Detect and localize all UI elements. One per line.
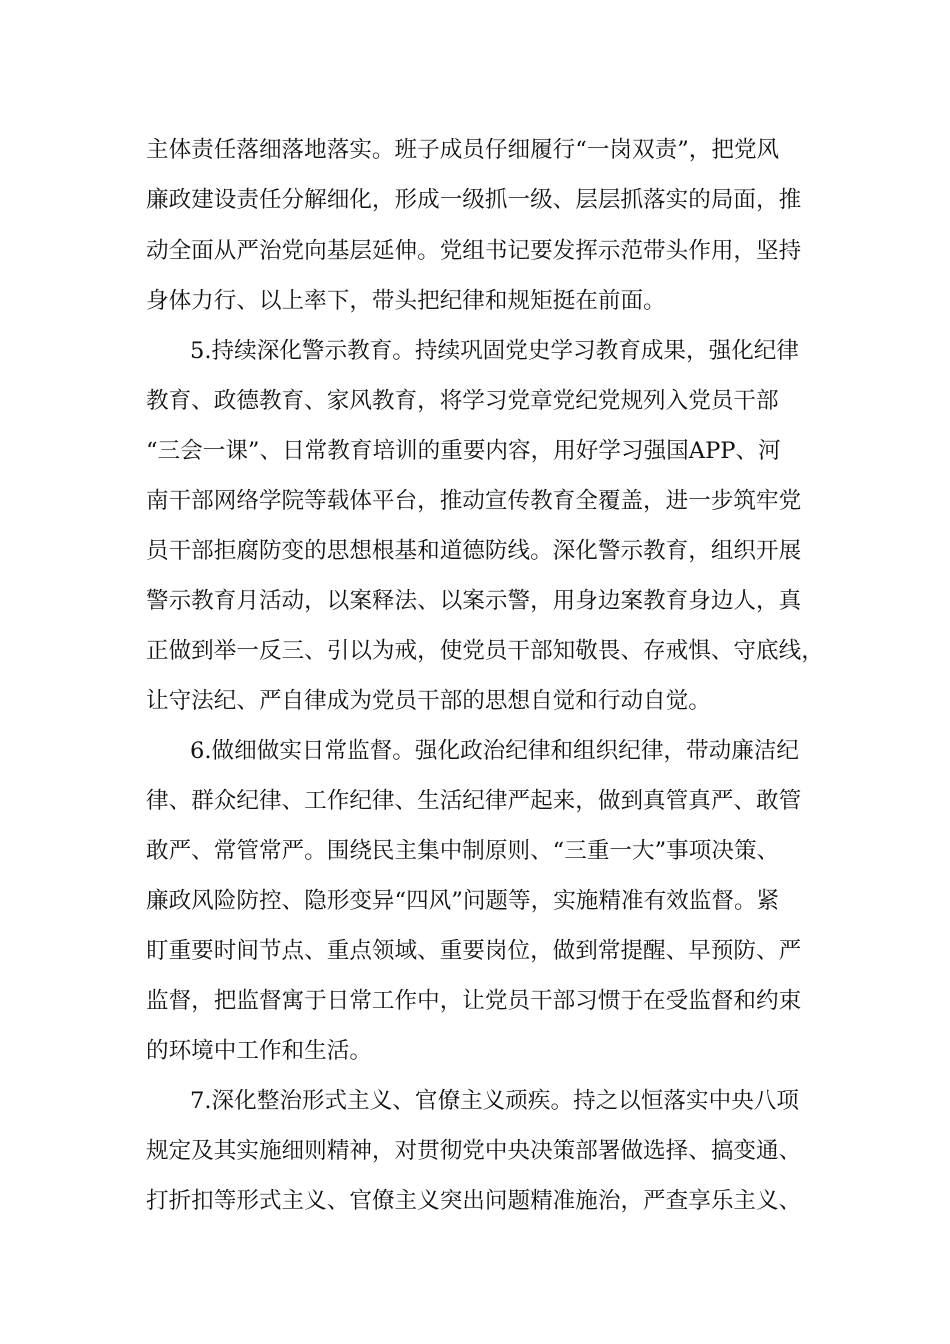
- text-line: 员干部拒腐防变的思想根基和道德防线。深化警示教育，组织开展: [146, 538, 802, 564]
- text-line: 动全面从严治党向基层延伸。党组书记要发挥示范带头作用，坚持: [146, 238, 802, 264]
- text-line: 教育、政德教育、家风教育，将学习党章党纪党规列入党员干部: [146, 388, 779, 414]
- text-line: 律、群众纪律、工作纪律、生活纪律严起来，做到真管真严、敢管: [146, 788, 802, 814]
- text-line: 正做到举一反三、引以为戒，使党员干部知敬畏、存戒惧、守底线，: [146, 638, 824, 664]
- text-line: 廉政建设责任分解细化，形成一级抓一级、层层抓落实的局面，推: [146, 187, 802, 213]
- text-line: 规定及其实施细则精神，对贯彻党中央决策部署做选择、搞变通、: [146, 1138, 802, 1164]
- text-line: 监督，把监督寓于日常工作中，让党员干部习惯于在受监督和约束: [146, 988, 802, 1014]
- paragraph-heading-7: 7.深化整治形式主义、官僚主义顽疾。持之以恒落实中央八项: [190, 1088, 799, 1114]
- text-line: 敢严、常管常严。围绕民主集中制原则、“三重一大”事项决策、: [146, 838, 780, 864]
- text-line: 廉政风险防控、隐形变异“四风”问题等，实施精准有效监督。紧: [146, 888, 780, 914]
- text-line: 打折扣等形式主义、官僚主义突出问题精准施治，严查享乐主义、: [146, 1188, 802, 1214]
- paragraph-heading-5: 5.持续深化警示教育。持续巩固党史学习教育成果，强化纪律: [190, 338, 799, 364]
- text-line: 盯重要时间节点、重点领域、重要岗位，做到常提醒、早预防、严: [146, 938, 802, 964]
- text-line: 的环境中工作和生活。: [146, 1038, 372, 1064]
- text-line: “三会一课”、日常教育培训的重要内容，用好学习强国APP、河: [146, 438, 781, 464]
- text-line: 主体责任落细落地落实。班子成员仔细履行“一岗双责”，把党风: [146, 137, 780, 163]
- text-line: 身体力行、以上率下，带头把纪律和规矩挺在前面。: [146, 288, 666, 314]
- paragraph-heading-6: 6.做细做实日常监督。强化政治纪律和组织纪律，带动廉洁纪: [190, 738, 799, 764]
- text-line: 让守法纪、严自律成为党员干部的思想自觉和行动自觉。: [146, 688, 711, 714]
- text-line: 警示教育月活动，以案释法、以案示警，用身边案教育身边人，真: [146, 588, 802, 614]
- text-line: 南干部网络学院等载体平台，推动宣传教育全覆盖，进一步筑牢党: [146, 488, 802, 514]
